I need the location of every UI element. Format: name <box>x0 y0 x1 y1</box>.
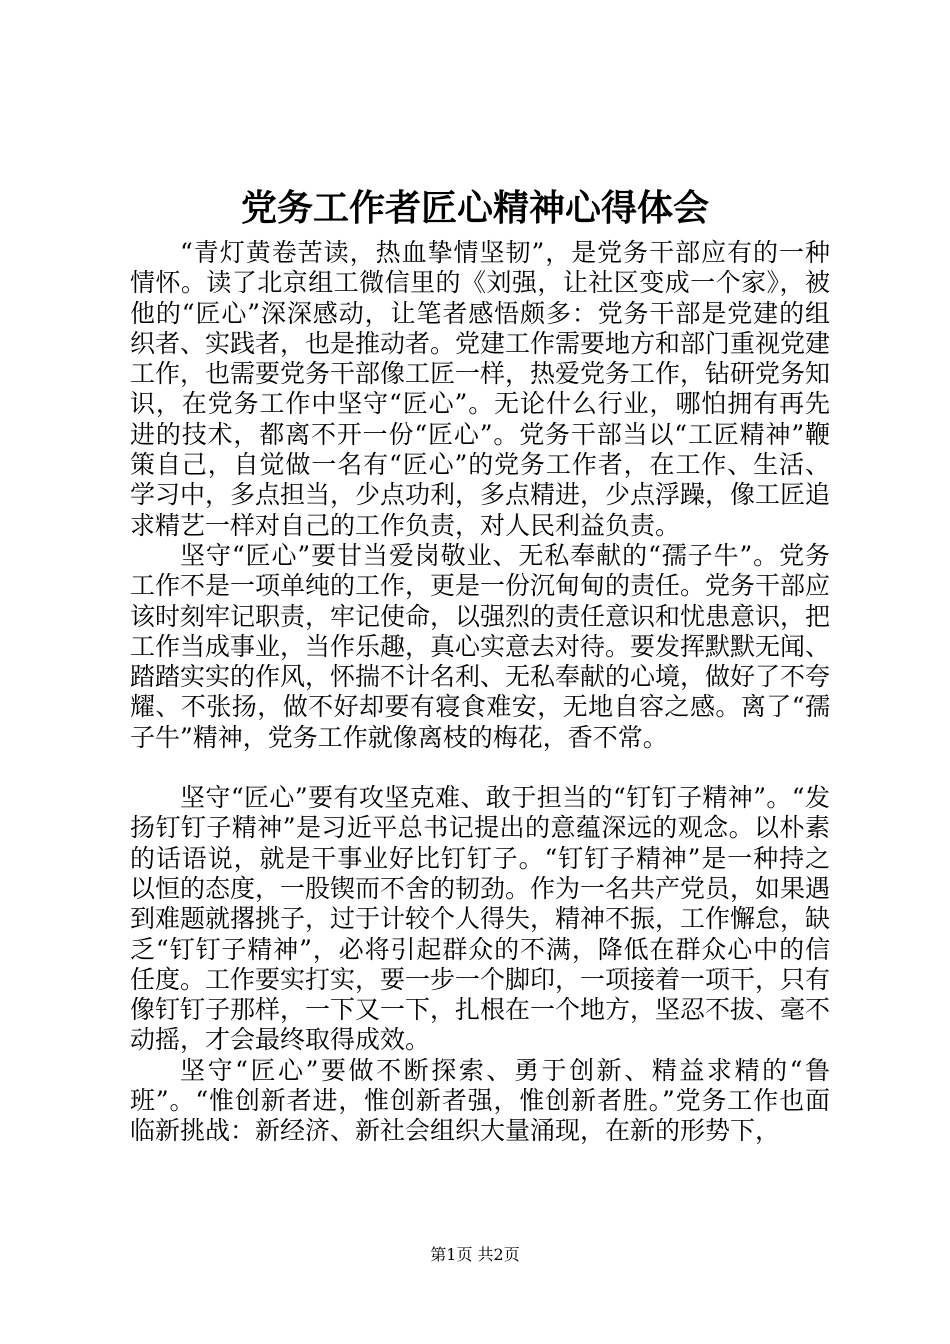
paragraph-4: 坚守“匠心”要做不断探索、勇于创新、精益求精的“鲁班”。“惟创新者进，惟创新者强，惟创新者胜。”党务工作也面临新挑战：新经济、新社会组织大量涌现，在新的形势下， <box>130 1055 830 1146</box>
page-footer: 第1页 共2页 <box>430 1245 520 1264</box>
paragraph-1: “青灯黄卷苦读，热血挚情坚韧”，是党务干部应有的一种情怀。读了北京组工微信里的《刘强，让社区变成一个家》，被他的“匠心”深深感动，让笔者感悟颇多：党务干部是党建的组织者、实践者，也是推动者。党建工作需要地方和部门重视党建工作，也需要党务干部像工匠一样，热爱党务工作，钻研党务知识，在党务工作中坚守“匠心”。无论什么行业，哪怕拥有再先进的技术，都离不开一份“匠心”。党务干部当以“工匠精神”鞭策自己，自觉做一名有“匠心”的党务工作者，在工作、生活、学习中，多点担当，少点功利，多点精进，少点浮躁，像工匠追求精艺一样对自己的工作负责，对人民利益负责。 <box>130 238 831 540</box>
document-title: 党务工作者匠心精神心得体会 <box>240 187 709 229</box>
paragraph-2: 坚守“匠心”要甘当爱岗敬业、无私奉献的“孺子牛”。党务工作不是一项单纯的工作，更是一份沉甸甸的责任。党务干部应该时刻牢记职责，牢记使命，以强烈的责任意识和忧患意识，把工作当成事业，当作乐趣，真心实意去对待。要发挥默默无闻、踏踏实实的作风，怀揣不计名利、无私奉献的心境，做好了不夸耀、不张扬，做不好却要有寝食难安，无地自容之感。离了“孺子牛”精神，党务工作就像离枝的梅花，香不常。 <box>130 540 831 752</box>
paragraph-3: 坚守“匠心”要有攻坚克难、敢于担当的“钉钉子精神”。“发扬钉钉子精神”是习近平总书记提出的意蕴深远的观念。以朴素的话语说，就是干事业好比钉钉子。“钉钉子精神”是一种持之以恒的态度，一股锲而不舍的韧劲。作为一名共产党员，如果遇到难题就撂挑子，过于计较个人得失，精神不振，工作懈怠，缺乏“钉钉子精神”，必将引起群众的不满，降低在群众心中的信任度。工作要实打实，要一步一个脚印，一项接着一项干，只有像钉钉子那样，一下又一下，扎根在一个地方，坚忍不拔、毫不动摇，才会最终取得成效。 <box>130 783 831 1055</box>
document-body <box>130 238 830 1147</box>
